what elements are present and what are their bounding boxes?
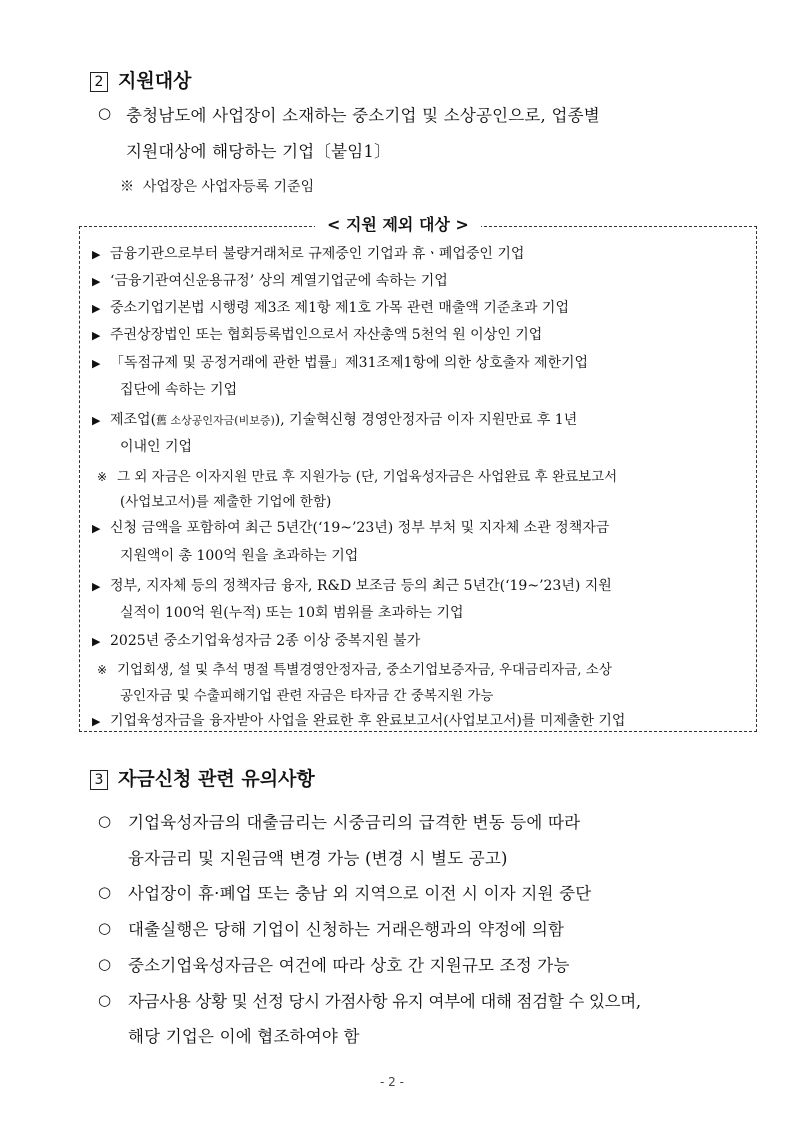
triangle-bullet-icon: ▶ bbox=[92, 580, 101, 593]
section-2-note-text: 사업장은 사업자등록 기준임 bbox=[142, 179, 315, 195]
section-2-heading bbox=[90, 66, 191, 93]
exclusion-item-2-text: ‘금융기관여신운용규정’ 상의 계열기업군에 속하는 기업 bbox=[110, 273, 448, 289]
exclusion-item-10 bbox=[92, 710, 625, 730]
exclusion-item-5-text: 「독점규제 및 공정거래에 관한 법률」제31조제1항에 의한 상호출자 제한기업 bbox=[110, 355, 589, 371]
exclusion-item-6-small: 舊 소상공인자금(비보증) bbox=[156, 414, 275, 427]
triangle-bullet-icon: ▶ bbox=[92, 414, 101, 427]
reference-mark-icon: ※ bbox=[97, 663, 108, 677]
section-3-title: 자금신청 관련 유의사항 bbox=[118, 768, 315, 790]
exclusion-item-3 bbox=[92, 297, 569, 317]
section-3-bullet-2: ○ bbox=[98, 883, 112, 901]
exclusion-note-2-cont: 공인자금 및 수출피해기업 관련 자금은 타자금 간 중복지원 가능 bbox=[120, 688, 494, 704]
section-2-bullet: ○ bbox=[98, 104, 112, 122]
section-3-number: 3 bbox=[90, 770, 108, 790]
section-3-bullet-1: ○ bbox=[98, 812, 112, 830]
exclusion-item-10-text: 기업육성자금을 융자받아 사업을 완료한 후 완료보고서(사업보고서)를 미제출한 기업 bbox=[110, 713, 626, 729]
exclusion-item-1-text: 금융기관으로부터 불량거래처로 규제중인 기업과 휴ㆍ폐업중인 기업 bbox=[110, 246, 525, 262]
section-3-heading bbox=[90, 764, 315, 791]
section-2-line2: 지원대상에 해당하는 기업〔붙임1〕 bbox=[126, 142, 391, 161]
exclusion-item-7-cont: 지원액이 총 100억 원을 초과하는 기업 bbox=[120, 548, 359, 564]
triangle-bullet-icon: ▶ bbox=[92, 275, 101, 288]
section-3-item-5-cont: 해당 기업은 이에 협조하여야 함 bbox=[128, 1027, 360, 1046]
exclusion-note-1-cont: (사업보고서)를 제출한 기업에 한함) bbox=[120, 494, 332, 510]
section-3-item-5: 자금사용 상황 및 선정 당시 가점사항 유지 여부에 대해 점검할 수 있으며, bbox=[128, 992, 641, 1011]
section-3-item-2: 사업장이 휴·폐업 또는 충남 외 지역으로 이전 시 이자 지원 중단 bbox=[128, 884, 592, 903]
triangle-bullet-icon: ▶ bbox=[92, 635, 101, 648]
triangle-bullet-icon: ▶ bbox=[92, 329, 101, 342]
section-3-bullet-4: ○ bbox=[98, 955, 112, 973]
section-2-line1: 충청남도에 사업장이 소재하는 중소기업 및 소상공인으로, 업종별 bbox=[126, 106, 600, 125]
exclusion-item-7-text: 신청 금액을 포함하여 최근 5년간(‘19~’23년) 정부 부처 및 지자체 소관 정책자금 bbox=[110, 520, 610, 536]
exclusion-item-8-cont: 실적이 100억 원(누적) 또는 10회 범위를 초과하는 기업 bbox=[120, 605, 464, 621]
section-3-item-1: 기업육성자금의 대출금리는 시중금리의 급격한 변동 등에 따라 bbox=[128, 813, 581, 832]
exclusion-item-7 bbox=[92, 517, 609, 537]
section-2-number: 2 bbox=[90, 72, 108, 92]
exclusion-item-6 bbox=[92, 409, 577, 429]
section-3-bullet-3: ○ bbox=[98, 919, 112, 937]
exclusion-item-3-text: 중소기업기본법 시행령 제3조 제1항 제1호 가목 관련 매출액 기준초과 기업 bbox=[110, 300, 569, 316]
exclusion-item-6-post: ), 기술혁신형 경영안정자금 이자 지원만료 후 1년 bbox=[274, 412, 578, 428]
exclusion-item-8-text: 정부, 지자체 등의 정책자금 융자, R&D 보조금 등의 최근 5년간(‘19~’23년) 지원 bbox=[110, 578, 612, 594]
exclusion-item-6-pre: 제조업( bbox=[110, 412, 157, 428]
exclusion-item-4-text: 주권상장법인 또는 협회등록법인으로서 자산총액 5천억 원 이상인 기업 bbox=[110, 327, 543, 343]
triangle-bullet-icon: ▶ bbox=[92, 715, 101, 728]
exclusion-item-9 bbox=[92, 630, 420, 650]
exclusion-item-5 bbox=[92, 352, 588, 372]
section-3-item-3: 대출실행은 당해 기업이 신청하는 거래은행과의 약정에 의함 bbox=[128, 920, 565, 939]
exclusion-note-1-text: 그 외 자금은 이자지원 만료 후 지원가능 (단, 기업육성자금은 사업완료 후 완료보고서 bbox=[117, 469, 618, 485]
exclusion-title: < 지원 제외 대상 > bbox=[315, 212, 481, 235]
exclusion-item-8 bbox=[92, 575, 612, 595]
triangle-bullet-icon: ▶ bbox=[92, 248, 101, 261]
exclusion-item-2 bbox=[92, 270, 448, 290]
section-3-bullet-5: ○ bbox=[98, 991, 112, 1009]
section-2-title: 지원대상 bbox=[118, 70, 192, 92]
exclusion-item-5-cont: 집단에 속하는 기업 bbox=[120, 382, 238, 398]
note-mark: ※ bbox=[120, 179, 134, 195]
exclusion-item-4 bbox=[92, 324, 542, 344]
exclusion-item-1 bbox=[92, 243, 524, 263]
section-3-item-4: 중소기업육성자금은 여건에 따라 상호 간 지원규모 조정 가능 bbox=[128, 956, 570, 975]
reference-mark-icon: ※ bbox=[97, 470, 108, 484]
exclusion-note-2 bbox=[97, 658, 612, 678]
triangle-bullet-icon: ▶ bbox=[92, 357, 101, 370]
section-2-note bbox=[120, 176, 314, 196]
triangle-bullet-icon: ▶ bbox=[92, 522, 101, 535]
exclusion-note-1 bbox=[97, 465, 617, 485]
exclusion-note-2-text: 기업회생, 설 및 추석 명절 특별경영안정자금, 중소기업보증자금, 우대금리자금, 소상 bbox=[117, 662, 612, 678]
triangle-bullet-icon: ▶ bbox=[92, 302, 101, 315]
page-number: - 2 - bbox=[380, 1075, 404, 1089]
section-3-item-1-cont: 융자금리 및 지원금액 변경 가능 (변경 시 별도 공고) bbox=[128, 849, 508, 868]
exclusion-item-9-text: 2025년 중소기업육성자금 2종 이상 중복지원 불가 bbox=[110, 633, 421, 649]
exclusion-item-6-cont: 이내인 기업 bbox=[120, 439, 193, 455]
